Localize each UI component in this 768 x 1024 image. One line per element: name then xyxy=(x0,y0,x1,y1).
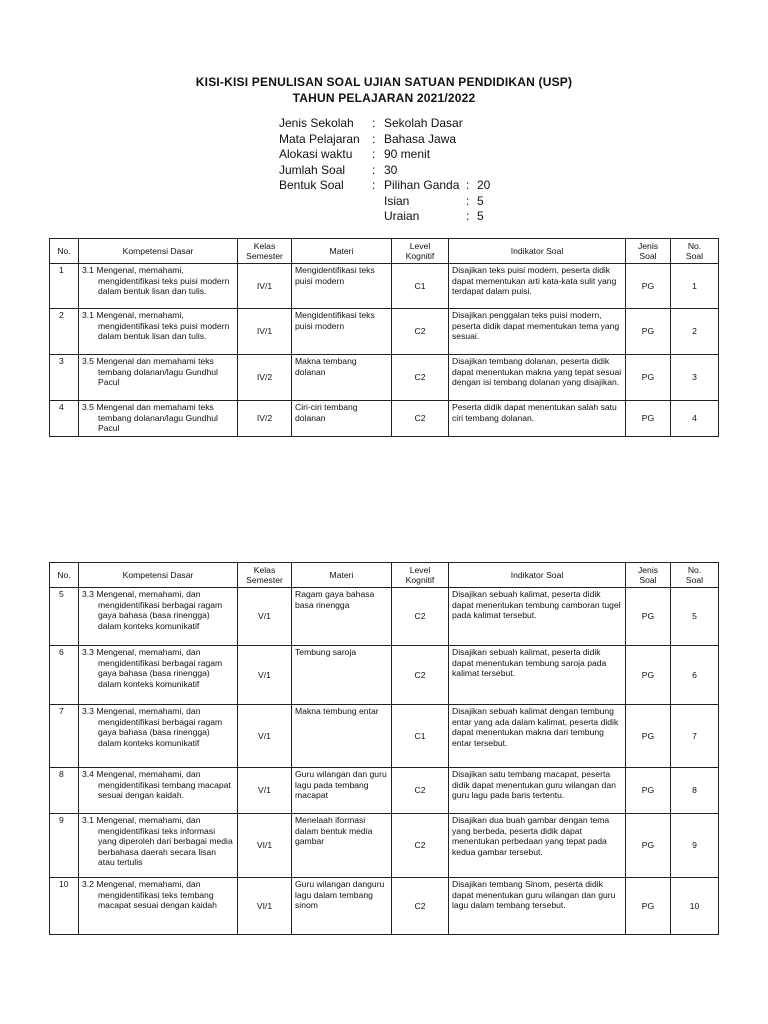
cell-level-kognitif: C1 xyxy=(392,705,449,768)
info-colon: : xyxy=(372,162,376,177)
cell-no-soal: 3 xyxy=(671,355,719,401)
form-value: 20 xyxy=(477,178,491,192)
cell-no: 8 xyxy=(50,768,79,814)
header-materi: Materi xyxy=(292,239,392,264)
cell-no-soal: 5 xyxy=(671,588,719,646)
cell-indikator-soal: Disajikan penggalan teks puisi modern, peserta didik dapat mementukan tema yang sesuai. xyxy=(449,309,626,355)
table-row xyxy=(50,401,719,437)
cell-kelas-semester: V/1 xyxy=(238,705,292,768)
table-row xyxy=(50,878,719,935)
kompetensi-dasar-text: 3.3 Mengenal, memahami, dan mengidentifikasi berbagai ragam gaya bahasa (basa rinengga) dalam konteks komunikatif xyxy=(82,589,223,631)
cell-kompetensi-dasar xyxy=(79,814,238,878)
form-label: Uraian xyxy=(384,209,420,223)
document-subtitle: TAHUN PELAJARAN 2021/2022 xyxy=(292,91,476,105)
cell-kelas-semester: IV/2 xyxy=(238,355,292,401)
cell-kelas-semester: VI/1 xyxy=(238,878,292,935)
header-jenis-soal: Jenis Soal xyxy=(626,563,671,588)
kisi-table-2 xyxy=(49,562,719,935)
info-value: 30 xyxy=(384,162,398,177)
header-indikator-soal: Indikator Soal xyxy=(449,563,626,588)
kompetensi-dasar-text: 3.2 Mengenal, memahami, dan mengidentifikasi teks tembang macapat sesuai dengan kaidah xyxy=(82,879,217,911)
cell-jenis-soal: PG xyxy=(626,588,671,646)
cell-no-soal: 1 xyxy=(671,264,719,309)
cell-kompetensi-dasar xyxy=(79,768,238,814)
cell-level-kognitif: C2 xyxy=(392,309,449,355)
header-kompetensi-dasar: Kompetensi Dasar xyxy=(79,563,238,588)
table-header-row xyxy=(50,239,719,264)
table-row xyxy=(50,355,719,401)
cell-jenis-soal: PG xyxy=(626,878,671,935)
cell-no: 5 xyxy=(50,588,79,646)
cell-level-kognitif: C2 xyxy=(392,588,449,646)
kompetensi-dasar-text: 3.1 Mengenal, memahami, mengidentifikasi teks puisi modern dalam bentuk lisan dan tulis. xyxy=(82,310,230,342)
cell-level-kognitif: C2 xyxy=(392,646,449,705)
kompetensi-dasar-text: 3.1 Mengenal, memahami, mengidentifikasi teks puisi modern dalam bentuk lisan dan tulis. xyxy=(82,265,230,297)
kompetensi-dasar-text: 3.5 Mengenal dan memahami teks tembang dolanan/lagu Gundhul Pacul xyxy=(82,402,218,434)
table-row xyxy=(50,705,719,768)
form-value: 5 xyxy=(477,209,484,223)
header-materi: Materi xyxy=(292,563,392,588)
cell-kompetensi-dasar xyxy=(79,401,238,437)
kompetensi-dasar-text: 3.5 Mengenal dan memahami teks tembang dolanan/lagu Gundhul Pacul xyxy=(82,356,218,388)
table-header-row xyxy=(50,563,719,588)
table-row xyxy=(50,588,719,646)
form-label: Isian xyxy=(384,193,410,208)
table-row xyxy=(50,309,719,355)
cell-jenis-soal: PG xyxy=(626,264,671,309)
header-jenis-soal: Jenis Soal xyxy=(626,239,671,264)
cell-kompetensi-dasar xyxy=(79,646,238,705)
cell-no: 3 xyxy=(50,355,79,401)
cell-no: 1 xyxy=(50,264,79,309)
cell-materi: Guru wilangan dan guru lagu pada tembang macapat xyxy=(292,768,392,814)
cell-level-kognitif: C2 xyxy=(392,401,449,437)
form-value: 5 xyxy=(477,193,484,208)
cell-kompetensi-dasar xyxy=(79,309,238,355)
form-label: Pilihan Ganda xyxy=(384,178,460,192)
cell-jenis-soal: PG xyxy=(626,705,671,768)
cell-materi: Menelaah iformasi dalam bentuk media gambar xyxy=(292,814,392,878)
cell-no: 7 xyxy=(50,705,79,768)
header-level-kognitif: Level Kognitif xyxy=(392,563,449,588)
form-colon: : xyxy=(466,209,470,223)
cell-kelas-semester: IV/1 xyxy=(238,264,292,309)
info-label: Bentuk Soal xyxy=(279,178,344,192)
form-colon: : xyxy=(466,193,470,208)
table-row xyxy=(50,264,719,309)
header-no: No. xyxy=(50,239,79,264)
info-colon: : xyxy=(372,131,376,146)
header-kelas-semester: Kelas Semester xyxy=(238,239,292,264)
cell-kelas-semester: V/1 xyxy=(238,588,292,646)
cell-materi: Guru wilangan danguru lagu dalam tembang sinom xyxy=(292,878,392,935)
header-indikator-soal: Indikator Soal xyxy=(449,239,626,264)
cell-level-kognitif: C2 xyxy=(392,355,449,401)
cell-level-kognitif: C1 xyxy=(392,264,449,309)
cell-no-soal: 2 xyxy=(671,309,719,355)
cell-indikator-soal: Disajikan dua buah gambar dengan tema yang berbeda, peserta didik dapat menentukan perbedaan yang tepat pada kedua gambar tersebut. xyxy=(449,814,626,878)
cell-level-kognitif: C2 xyxy=(392,814,449,878)
kompetensi-dasar-text: 3.3 Mengenal, memahami, dan mengidentifikasi berbagai ragam gaya bahasa (basa rinengga) dalam konteks komunikatif xyxy=(82,706,223,748)
document-title: KISI-KISI PENULISAN SOAL UJIAN SATUAN PENDIDIKAN (USP) xyxy=(195,75,573,89)
cell-indikator-soal: Disajikan satu tembang macapat, peserta didik dapat menentukan guru wilangan dan guru lagu pada baris tertentu. xyxy=(449,768,626,814)
cell-no: 2 xyxy=(50,309,79,355)
cell-no-soal: 4 xyxy=(671,401,719,437)
cell-jenis-soal: PG xyxy=(626,814,671,878)
cell-materi: Makna tembung entar xyxy=(292,705,392,768)
table-row xyxy=(50,768,719,814)
cell-materi: Ragam gaya bahasa basa rinengga xyxy=(292,588,392,646)
cell-materi: Makna tembang dolanan xyxy=(292,355,392,401)
cell-no: 4 xyxy=(50,401,79,437)
cell-kompetensi-dasar xyxy=(79,355,238,401)
cell-materi: Tembung saroja xyxy=(292,646,392,705)
cell-no-soal: 9 xyxy=(671,814,719,878)
cell-no: 6 xyxy=(50,646,79,705)
cell-jenis-soal: PG xyxy=(626,309,671,355)
info-label: Jenis Sekolah xyxy=(279,116,354,130)
cell-kompetensi-dasar xyxy=(79,878,238,935)
header-no: No. xyxy=(50,563,79,588)
cell-materi: Ciri-ciri tembang dolanan xyxy=(292,401,392,437)
cell-kompetensi-dasar xyxy=(79,264,238,309)
kisi-table-1 xyxy=(49,238,719,437)
info-colon: : xyxy=(372,147,376,161)
info-label: Jumlah Soal xyxy=(279,162,346,177)
cell-indikator-soal: Disajikan sebuah kalimat dengan tembung entar yang ada dalam kalimat, peserta didik dapat menentukan makna dari tembung entar tersebut. xyxy=(449,705,626,768)
cell-indikator-soal: Disajikan tembang dolanan, peserta didik dapat menentukan makna yang tepat sesuai dengan isi tembang dolanan yang disajikan. xyxy=(449,355,626,401)
kompetensi-dasar-text: 3.1 Mengenal, memahami, dan mengidentifikasi teks informasi yang diperoleh dari berbagai media berbahasa daerah secara lisan atau tertulis xyxy=(82,815,233,868)
info-label: Mata Pelajaran xyxy=(279,131,360,146)
header-no-soal: No. Soal xyxy=(671,239,719,264)
cell-no-soal: 8 xyxy=(671,768,719,814)
cell-kompetensi-dasar xyxy=(79,705,238,768)
cell-indikator-soal: Disajikan sebuah kalimat, peserta didik dapat menentukan tembung saroja pada kalimat tersebut. xyxy=(449,646,626,705)
header-kompetensi-dasar: Kompetensi Dasar xyxy=(79,239,238,264)
cell-no-soal: 10 xyxy=(671,878,719,935)
info-label: Alokasi waktu xyxy=(279,147,353,161)
cell-materi: Mengidentifikasi teks puisi modern xyxy=(292,264,392,309)
header-no-soal: No. Soal xyxy=(671,563,719,588)
cell-jenis-soal: PG xyxy=(626,768,671,814)
cell-no: 10 xyxy=(50,878,79,935)
cell-jenis-soal: PG xyxy=(626,646,671,705)
cell-indikator-soal: Disajikan teks puisi modern, peserta didik dapat mementukan arti kata-kata sulit yang terdapat dalam puisi. xyxy=(449,264,626,309)
header-kelas-semester: Kelas Semester xyxy=(238,563,292,588)
cell-no-soal: 7 xyxy=(671,705,719,768)
cell-kelas-semester: V/1 xyxy=(238,768,292,814)
info-value: Sekolah Dasar xyxy=(384,116,463,130)
info-colon: : xyxy=(372,178,376,192)
info-value: Bahasa Jawa xyxy=(384,131,457,146)
cell-kelas-semester: VI/1 xyxy=(238,814,292,878)
kompetensi-dasar-text: 3.4 Mengenal, memahami, dan mengidentifikasi tembang macapat sesuai dengan kaidah. xyxy=(82,769,231,801)
kompetensi-dasar-text: 3.3 Mengenal, memahami, dan mengidentifikasi berbagai ragam gaya bahasa (basa rinengga) dalam konteks komunikatif xyxy=(82,647,223,689)
cell-materi: Mengidentifikasi teks puisi modern xyxy=(292,309,392,355)
info-colon: : xyxy=(372,116,376,130)
cell-level-kognitif: C2 xyxy=(392,768,449,814)
cell-indikator-soal: Peserta didik dapat menentukan salah satu ciri tembang dolanan. xyxy=(449,401,626,437)
cell-indikator-soal: Disajikan sebuah kalimat, peserta didik dapat menentukan tembung camboran tugel pada kalimat tersebut. xyxy=(449,588,626,646)
cell-jenis-soal: PG xyxy=(626,355,671,401)
form-colon: : xyxy=(466,178,470,192)
cell-kelas-semester: V/1 xyxy=(238,646,292,705)
cell-no: 9 xyxy=(50,814,79,878)
table-row xyxy=(50,814,719,878)
cell-level-kognitif: C2 xyxy=(392,878,449,935)
info-value: 90 menit xyxy=(384,147,431,161)
cell-kelas-semester: IV/1 xyxy=(238,309,292,355)
cell-indikator-soal: Disajikan tembang Sinom, peserta didik dapat menentukan guru wilangan dan guru lagu dalam tembang tersebut. xyxy=(449,878,626,935)
cell-kompetensi-dasar xyxy=(79,588,238,646)
cell-jenis-soal: PG xyxy=(626,401,671,437)
cell-kelas-semester: IV/2 xyxy=(238,401,292,437)
table-row xyxy=(50,646,719,705)
cell-no-soal: 6 xyxy=(671,646,719,705)
header-level-kognitif: Level Kognitif xyxy=(392,239,449,264)
